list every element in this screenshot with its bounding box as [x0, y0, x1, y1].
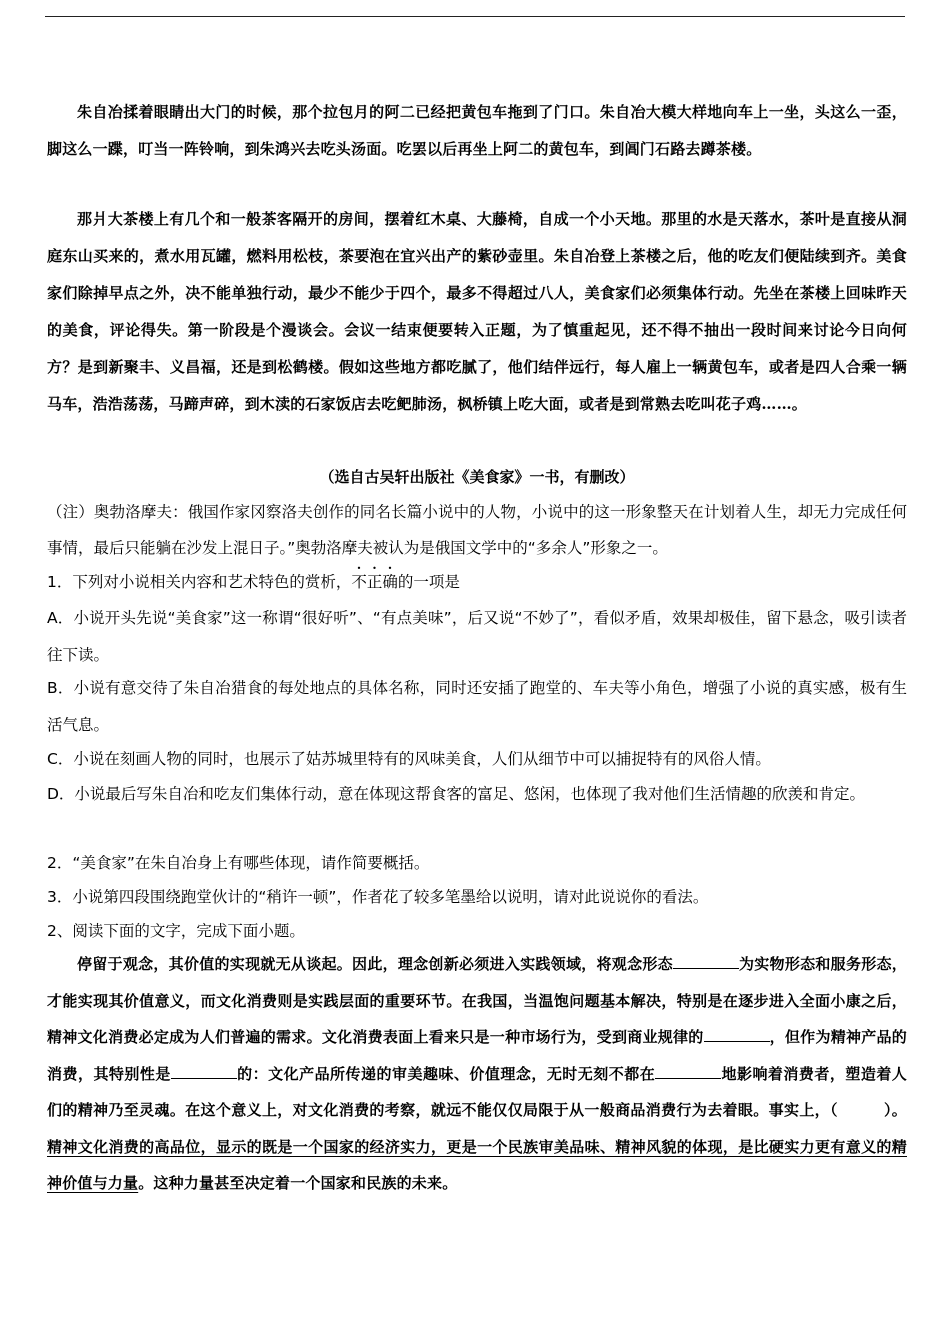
- question-3: 3．小说第四段围绕跑堂伙计的“稍许一顿”，作者花了较多笔墨给以说明，请对此说说你的看法。: [47, 888, 709, 906]
- underlined-sentence: 精神文化消费的高品位，显示的既是一个国家的经济实力，更是一个民族审美品味、精神风貌的体现，是比硬实力更有意义的精神价值与力量: [47, 1137, 907, 1192]
- blank-3: [171, 1064, 237, 1079]
- passage-paragraph: [47, 946, 907, 1202]
- passage-s1: 停留于观念，其价值的实现就无从谈起。因此，理念创新必须进入实践领域，将观念形态: [77, 955, 673, 973]
- passage-s4: 的：文化产品所传递的审美趣味、价值理念，无时无刻不都在: [236, 1064, 656, 1083]
- passage-s6: 。这种力量甚至决定着一个国家和民族的未来。: [138, 1174, 458, 1192]
- option-a: A．小说开头先说“美食家”这一称谓“很好听”、“有点美味”，后又说“不妙了”，看似矛盾，效果却极佳，留下悬念，吸引读者往下读。: [47, 609, 907, 664]
- story-paragraph-2: 那爿大茶楼上有几个和一般茶客隔开的房间，摆着红木桌、大藤椅，自成一个小天地。那里的水是天落水，茶叶是直接从洞庭东山买来的，煮水用瓦罐，燃料用松枝，茶要泡在宜兴出产的紫砂壶里。朱自冶登上茶楼之后，他的吃友们便陆续到齐。美食家们除掉早点之外，决不能单独行动，最少不能少于四个，最多不得超过八人，美食家们必须集体行动。先坐在茶楼上回味昨天的美食，评论得失。第一阶段是个漫谈会。会议一结束便要转入正题，为了慎重起见，还不得不抽出一段时间来讨论今日向何方？是到新聚丰、义昌福，还是到松鹤楼。假如这些地方都吃腻了，他们结伴远行，每人雇上一辆黄包车，或者是四人合乘一辆马车，浩浩荡荡，马蹄声碎，到木渎的石家饭店去吃鲃肺汤，枫桥镇上吃大面，或者是到常熟去吃叫花子鸡……。: [47, 210, 907, 413]
- blank-4: [655, 1064, 721, 1079]
- q1-emphasis: 不正确: [351, 573, 398, 591]
- q1-stem-b: 的一项是: [397, 573, 460, 591]
- option-b: B．小说有意交待了朱自冶猎食的每处地点的具体名称，同时还安插了跑堂的、车夫等小角色，增强了小说的真实感，极有生活气息。: [47, 679, 907, 734]
- passage-s5: 地影响着消费者，塑造着人们的精神乃至灵魂。在这个意义上，对文化消费的考察，就远不能仅仅局限于从一般商品消费行为去着眼。事实上，（ ）。: [47, 1064, 907, 1119]
- story-paragraph-1: 朱自冶揉着眼睛出大门的时候，那个拉包月的阿二已经把黄包车拖到了门口。朱自冶大模大样地向车上一坐，头这么一歪，脚这么一蹀，叮当一阵铃响，到朱鸿兴去吃头汤面。吃罢以后再坐上阿二的黄包车，到阊门石路去蹲茶楼。: [47, 103, 907, 158]
- passage-s3: ，但作为精神产品的消费，其特别性是: [47, 1028, 907, 1083]
- footnote: （注）奥勃洛摩夫：俄国作家冈察洛夫创作的同名长篇小说中的人物，小说中的这一形象整天在计划着人生，却无力完成任何事情，最后只能躺在沙发上混日子。”奥勃洛摩夫被认为是俄国文学中的“多余人”形象之一。: [47, 503, 907, 557]
- blank-2: [704, 1027, 770, 1042]
- question-2: 2．“美食家”在朱自冶身上有哪些体现，请作简要概括。: [47, 854, 430, 872]
- option-c: C．小说在刻画人物的同时，也展示了姑苏城里特有的风味美食，人们从细节中可以捕捉特有的风俗人情。: [47, 750, 771, 768]
- passage-s2: 为实物形态和服务形态，才能实现其价值意义，而文化消费则是实践层面的重要环节。在我国，当温饱问题基本解决，特别是在逐步进入全面小康之后，精神文化消费必定成为人们普遍的需求。文化消费表面上看来只是一种市场行为，受到商业规律的: [47, 955, 907, 1046]
- top-rule: [45, 16, 905, 17]
- question-1-stem: [47, 564, 907, 599]
- q1-stem-a: 1．下列对小说相关内容和艺术特色的赏析，: [47, 573, 352, 591]
- source-citation: （选自古吴轩出版社《美食家》一书，有删改）: [319, 468, 635, 486]
- blank-1: [673, 954, 739, 969]
- option-d: D．小说最后写朱自冶和吃友们集体行动，意在体现这帮食客的富足、悠闲，也体现了我对他们生活情趣的欣羡和肯定。: [47, 785, 865, 803]
- section-2-heading: 2、阅读下面的文字，完成下面小题。: [47, 922, 305, 940]
